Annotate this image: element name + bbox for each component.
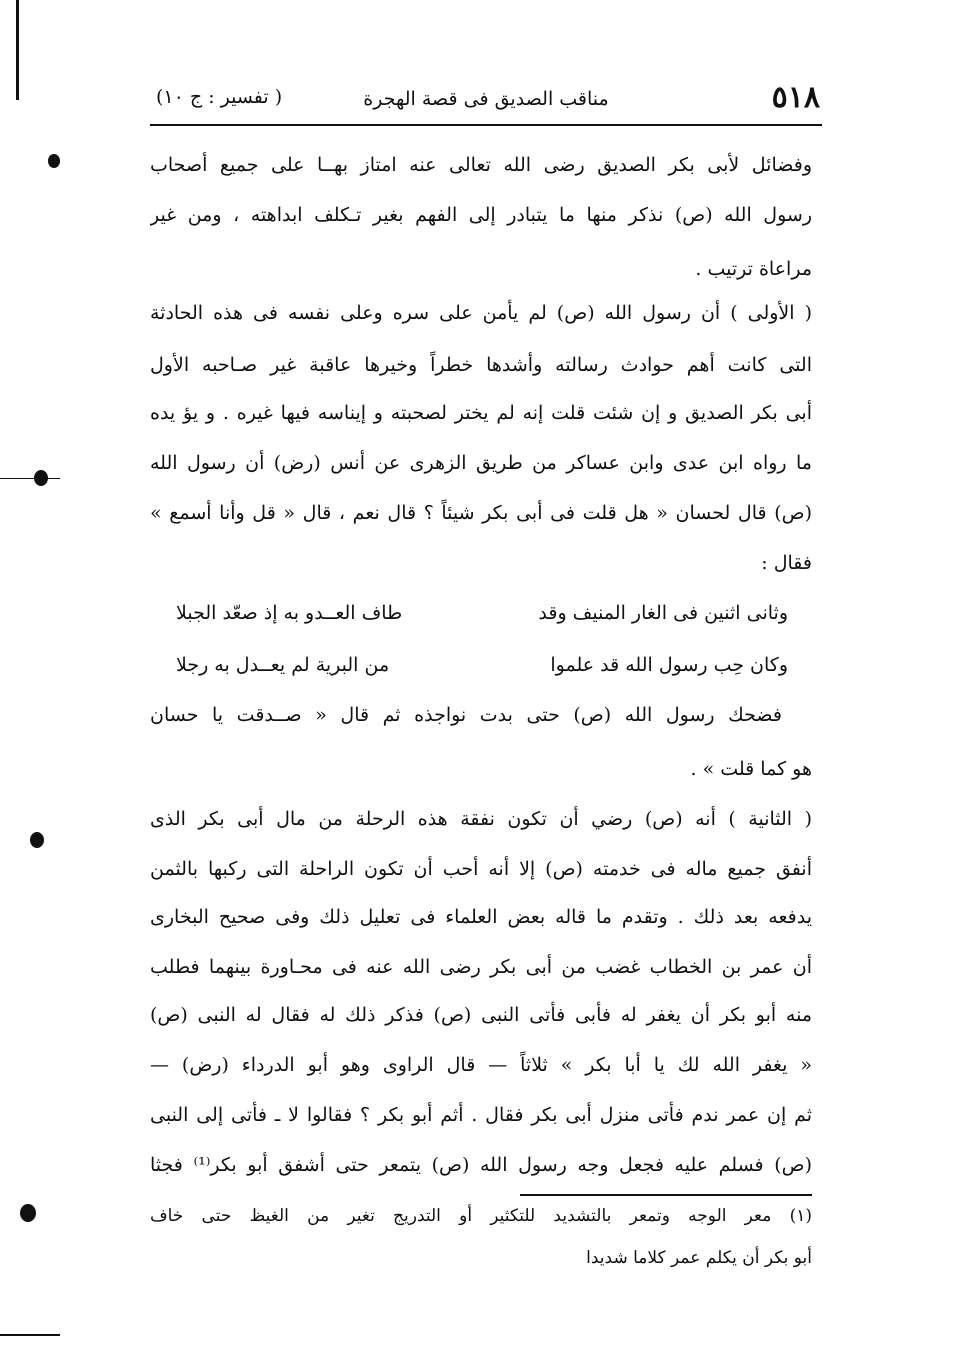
text-line: فقال : (761, 552, 812, 574)
text-line: (ص) فسلم عليه فجعل وجه رسول الله (ص) يتمعر حتى أشفق أبو بكر⁽¹⁾ فجثا (150, 1154, 812, 1176)
text-line: ( الأولى ) أن رسول الله (ص) لم يأمن على سره وعلى نفسه فى هذه الحادثة (150, 302, 812, 324)
text-line: ثم إن عمر ندم فأتى منزل أبى بكر فقال . أثم أبو بكر ؟ فقالوا لا ـ فأتى إلى النبى (150, 1104, 812, 1126)
scan-speck (48, 154, 60, 168)
scan-speck (30, 832, 44, 848)
text-line: أن عمر بن الخطاب غضب من أبى بكر رضى الله عنه فى محـاورة بينهما فطلب (150, 956, 812, 978)
text-line: ما رواه ابن عدى وابن عساكر من طريق الزهرى عن أنس (رض) أن رسول الله (150, 452, 812, 474)
page-number: ٥١٨ (771, 80, 820, 115)
running-title: مناقب الصديق فى قصة الهجرة (363, 88, 609, 110)
text-line: أبى بكر الصديق و إن شئت قلت إنه لم يختر لصحبته و إيناسه فيها غيره . و يؤ يده (150, 402, 812, 424)
text-line: رسول الله (ص) نذكر منها ما يتبادر إلى الفهم بغير تـكلف ابداهته ، ومن غير (150, 204, 812, 226)
volume-tag: ( تفسير : ج ١٠) (156, 86, 283, 108)
scan-speck (34, 470, 48, 486)
verse-hemistich: طاف العــدو به إذ صعّد الجبلا (176, 602, 403, 624)
text-line: هو كما قلت » . (690, 758, 812, 780)
page-header (150, 78, 822, 120)
text-line: التى كانت أهم حوادث رسالته وأشدها خطراً وخيرها عاقبة غير صـاحبه الأول (150, 354, 812, 376)
scan-edge-line (0, 478, 60, 479)
text-line: منه أبو بكر أن يغفر له فأبى فأتى النبى (ص) فذكر ذلك له فقال له النبى (ص) (150, 1004, 812, 1026)
verse-line (176, 650, 788, 680)
text-line: ( الثانية ) أنه (ص) رضي أن تكون نفقة هذه الرحلة من مال أبى بكر الذى (150, 808, 812, 830)
footnote-rule (520, 1194, 812, 1196)
scan-speck (20, 1204, 36, 1222)
verse-hemistich: من البرية لم يعــدل به رجلا (176, 654, 390, 676)
verse-hemistich: وكان حِب رسول الله قد علموا (550, 654, 788, 676)
text-line: وفضائل لأبى بكر الصديق رضى الله تعالى عنه امتاز بهــا على جميع أصحاب (150, 154, 812, 176)
verse-line (176, 598, 788, 628)
text-line: مراعاة ترتيب . (695, 258, 812, 280)
text-line: يدفعه بعد ذلك . وتقدم ما قاله بعض العلماء فى تعليل ذلك وفى صحيح البخارى (150, 906, 812, 928)
verse-hemistich: وثانى اثنين فى الغار المنيف وقد (538, 602, 788, 624)
footnote-line: أبو بكر أن يكلم عمر كلاما شديدا (586, 1248, 812, 1268)
footnote-line: (١) معر الوجه وتمعر بالتشديد للتكثير أو التدريج تغير من الغيظ حتى خاف (150, 1206, 812, 1226)
text-line: « يغفر الله لك يا أبا بكر » ثلاثاً — قال الراوى وهو أبو الدرداء (رض) — (150, 1054, 812, 1076)
scan-edge-line (16, 0, 19, 100)
scan-edge-line (0, 1334, 60, 1336)
header-rule (150, 124, 822, 126)
text-line: أنفق جميع ماله فى خدمته (ص) إلا أنه أحب أن تكون الراحلة التى ركبها بالثمن (150, 858, 812, 880)
text-line: فضحك رسول الله (ص) حتى بدت نواجذه ثم قال « صــدقت يا حسان (150, 704, 782, 726)
text-line: (ص) قال لحسان « هل قلت فى أبى بكر شيئاً ؟ قال نعم ، قال « قل وأنا أسمع » (150, 502, 812, 524)
